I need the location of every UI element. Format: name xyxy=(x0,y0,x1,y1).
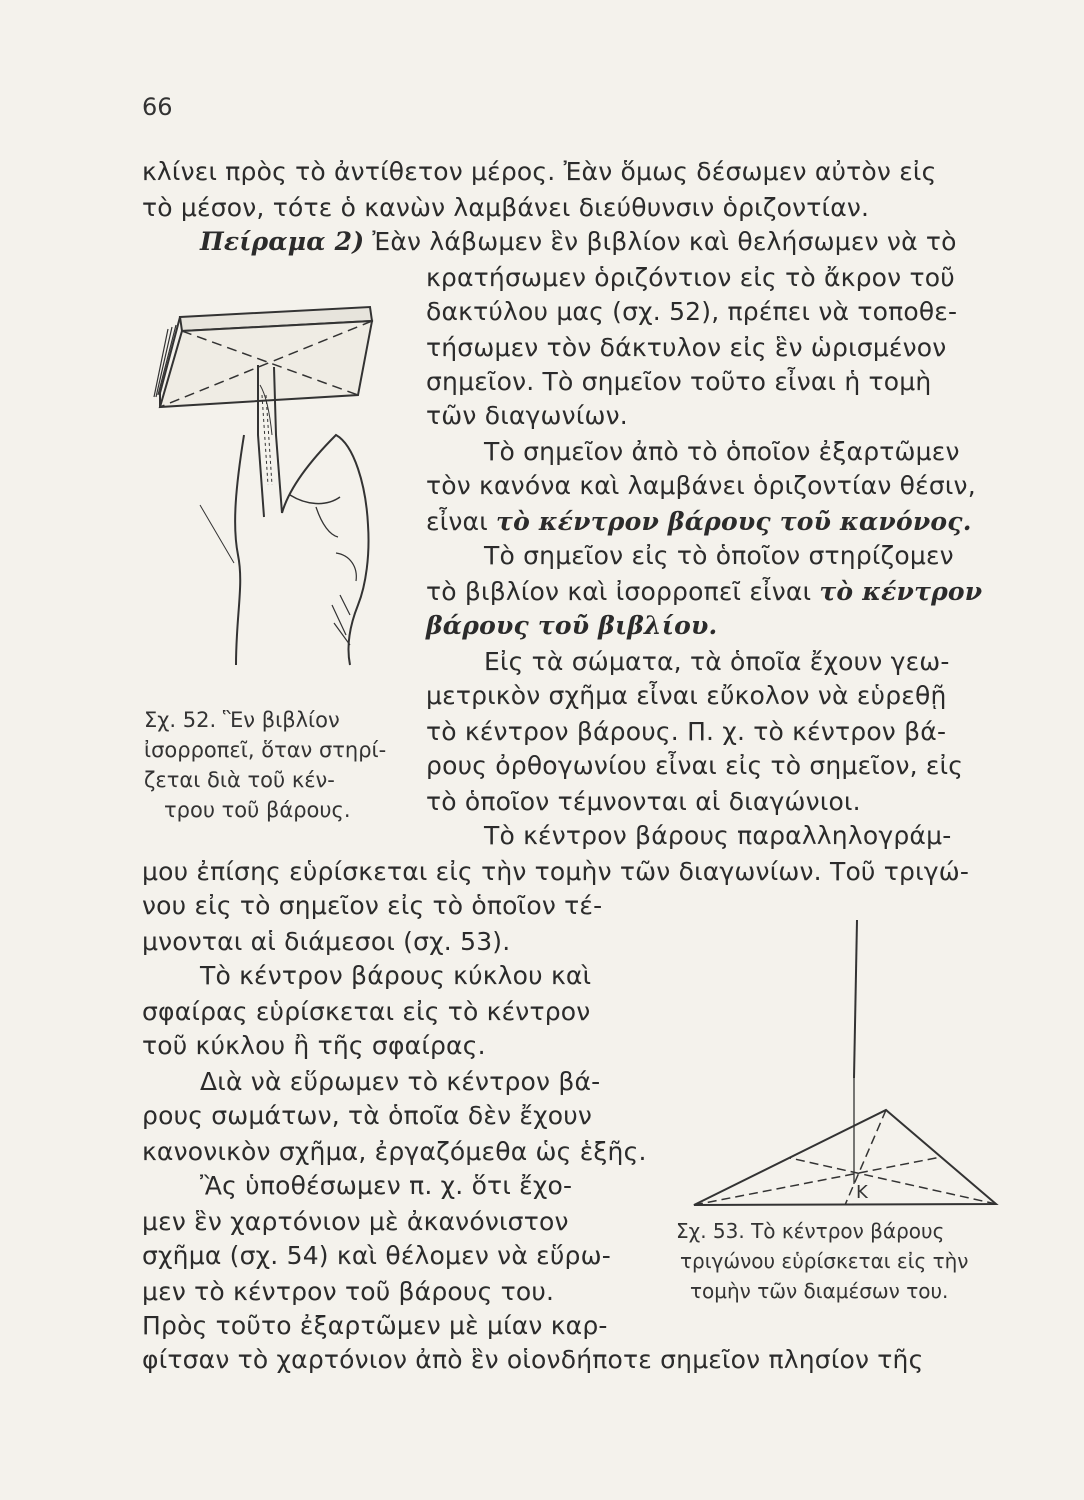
text-line: Τὸ σημεῖον ἀπὸ τὸ ὁποῖον ἐξαρτῶμεν xyxy=(484,437,960,466)
figure-caption-line: ζεται διὰ τοῦ κέν- xyxy=(144,768,335,792)
text-line: ρους σωμάτων, τὰ ὁποῖα δὲν ἔχουν xyxy=(142,1101,593,1130)
text-line: σχῆμα (σχ. 54) καὶ θέλομεν νὰ εὕρω- xyxy=(142,1241,611,1270)
figure-caption-line: Σχ. 52. Ἓν βιβλίον xyxy=(144,708,340,732)
text-line: Τὸ κέντρον βάρους παραλληλογράμ- xyxy=(484,821,952,850)
text-line: σφαίρας εὑρίσκεται εἰς τὸ κέντρον xyxy=(142,997,591,1026)
page-number: 66 xyxy=(142,93,173,121)
text-line: τὸν κανόνα καὶ λαμβάνει ὁριζοντίαν θέσιν, xyxy=(426,471,976,500)
text-span: Ἐὰν λάβωμεν ἓν βιβλίον καὶ θελήσωμεν νὰ τὸ xyxy=(372,227,957,256)
text-line: Εἰς τὰ σώματα, τὰ ὁποῖα ἔχουν γεω- xyxy=(484,647,950,676)
text-line: τὸ κέντρον βάρους. Π. χ. τὸ κέντρον βά- xyxy=(426,717,947,746)
figure-52-hand-book xyxy=(140,285,390,690)
text-line: μου ἐπίσης εὑρίσκεται εἰς τὴν τομὴν τῶν διαγωνίων. Τοῦ τριγώ- xyxy=(142,857,970,886)
figure-caption-line: τριγώνου εὑρίσκεται εἰς τὴν xyxy=(680,1249,969,1273)
figure-caption-line: τρου τοῦ βάρους. xyxy=(164,798,351,822)
text-line: σημεῖον. Τὸ σημεῖον τοῦτο εἶναι ἡ τομὴ xyxy=(426,367,932,396)
text-line: κρατήσωμεν ὁριζόντιον εἰς τὸ ἄκρον τοῦ xyxy=(426,263,955,292)
text-span: εἶναι xyxy=(426,507,488,536)
text-line: μετρικὸν σχῆμα εἶναι εὔκολον νὰ εὑρεθῇ xyxy=(426,681,947,710)
text-line: Πρὸς τοῦτο ἐξαρτῶμεν μὲ μίαν καρ- xyxy=(142,1311,608,1340)
text-line: μεν ἓν χαρτόνιον μὲ ἀκανόνιστον xyxy=(142,1207,569,1236)
text-line: κλίνει πρὸς τὸ ἀντίθετον μέρος. Ἐὰν ὅμως δέσωμεν αὐτὸν εἰς xyxy=(142,157,937,186)
text-line: μεν τὸ κέντρον τοῦ βάρους του. xyxy=(142,1277,555,1306)
emphasis-text: τὸ κέντρον xyxy=(819,577,983,606)
text-line: τὸ μέσον, τότε ὁ κανὼν λαμβάνει διεύθυνσιν ὁριζοντίαν. xyxy=(142,193,870,222)
text-line: τὸ ὁποῖον τέμνονται αἱ διαγώνιοι. xyxy=(426,787,861,816)
text-line: κανονικὸν σχῆμα, ἐργαζόμεθα ὡς ἑξῆς. xyxy=(142,1137,647,1166)
centroid-label: K xyxy=(856,1182,868,1203)
text-line xyxy=(426,506,972,538)
text-line: δακτύλου μας (σχ. 52), πρέπει νὰ τοποθε- xyxy=(426,297,958,326)
text-line: τήσωμεν τὸν δάκτυλον εἰς ἓν ὡρισμένον xyxy=(426,333,947,362)
text-line: τοῦ κύκλου ἢ τῆς σφαίρας. xyxy=(142,1031,486,1060)
text-line: μνονται αἱ διάμεσοι (σχ. 53). xyxy=(142,927,511,956)
text-line: Διὰ νὰ εὕρωμεν τὸ κέντρον βά- xyxy=(200,1067,601,1096)
text-span: τὸ βιβλίον καὶ ἰσορροπεῖ εἶναι xyxy=(426,577,812,606)
figure-caption-line: τομὴν τῶν διαμέσων του. xyxy=(690,1279,949,1303)
emphasis-line: βάρους τοῦ βιβλίου. xyxy=(426,611,718,640)
text-line: φίτσαν τὸ χαρτόνιον ἀπὸ ἓν οἱονδήποτε σημεῖον πλησίον τῆς xyxy=(142,1345,924,1374)
emphasis-text: τὸ κέντρον βάρους τοῦ κανόνος. xyxy=(496,507,972,536)
text-line xyxy=(426,576,982,608)
text-line: Τὸ κέντρον βάρους κύκλου καὶ xyxy=(200,961,592,990)
experiment-label: Πείραμα 2) xyxy=(200,227,365,256)
text-line: Ἂς ὑποθέσωμεν π. χ. ὅτι ἔχο- xyxy=(200,1171,573,1200)
text-line: ρους ὀρθογωνίου εἶναι εἰς τὸ σημεῖον, εἰς xyxy=(426,751,964,780)
figure-53-triangle xyxy=(690,918,1000,1208)
text-line: τῶν διαγωνίων. xyxy=(426,401,628,430)
figure-caption-line: ἰσορροπεῖ, ὅταν στηρί- xyxy=(144,738,387,762)
text-line: νου εἰς τὸ σημεῖον εἰς τὸ ὁποῖον τέ- xyxy=(142,891,603,920)
text-line: Τὸ σημεῖον εἰς τὸ ὁποῖον στηρίζομεν xyxy=(484,541,954,570)
figure-caption-line: Σχ. 53. Τὸ κέντρον βάρους xyxy=(676,1219,945,1243)
text-line xyxy=(200,226,957,258)
